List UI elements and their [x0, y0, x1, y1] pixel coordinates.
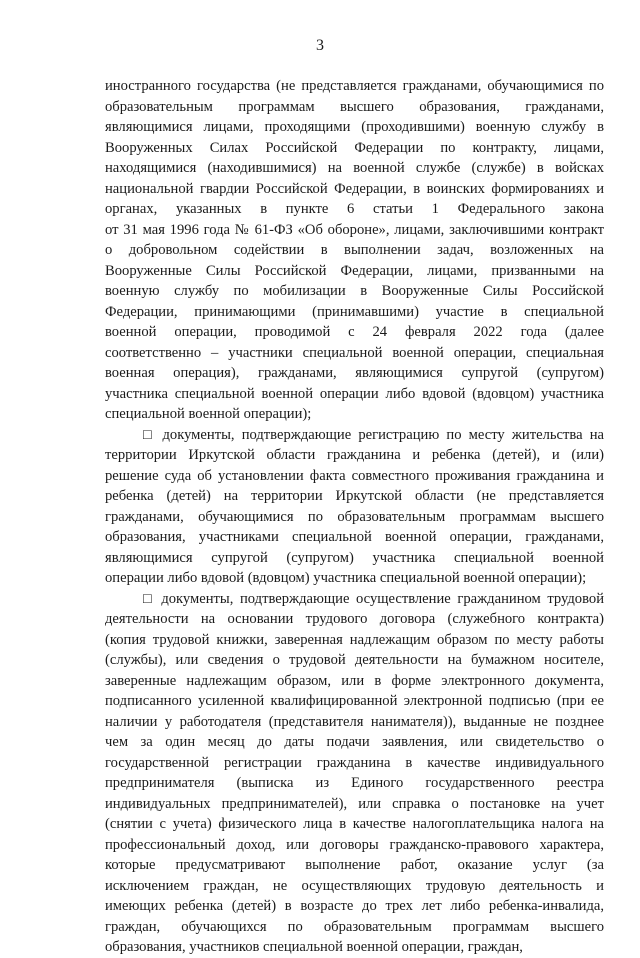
paragraph [105, 589, 604, 958]
text-line: органах, указанных в пункте 6 статьи 1 Федерального закона [105, 201, 604, 217]
document-body [105, 76, 604, 958]
text-line: ребенка (детей) на территории Иркутской области (не представляется [105, 488, 604, 504]
text-line: являющимися лицами, проходящими (проходившими) военную службу в [105, 119, 604, 135]
text-line: являющимися супругой (супругом) участника специальной военной [105, 549, 604, 566]
paragraph [105, 76, 604, 425]
text-line: находящимися (находившимися) на военной службе (службе) в войсках [105, 160, 604, 176]
text-line: наличии у работодателя (представителя нанимателя)), выданные не позднее [105, 713, 604, 730]
text-line: которые предусматривают выполнение работ, оказание услуг (за [105, 857, 604, 873]
text-line: образовательным программам высшего образования, гражданами, [105, 98, 604, 115]
text-line: имеющих ребенка (детей) в возрасте до трех лет либо ребенка-инвалида, [105, 898, 604, 914]
text-line: индивидуальных предпринимателей), или справка о постановке на учет [105, 795, 604, 812]
text-line: (снятии с учета) физического лица в качестве налогоплательщика налога на [105, 816, 604, 832]
paragraph [105, 425, 604, 589]
text-line: иностранного государства (не представляется гражданами, обучающимися по [105, 78, 604, 94]
text-line: военной операции, проводимой с 24 февраля 2022 года (далее [105, 324, 604, 340]
text-line: исключением граждан, не осуществляющих трудовую деятельность и [105, 877, 604, 894]
text-line: территории Иркутской области гражданина и ребенка (детей), и (или) [105, 447, 604, 463]
text-line: чем за один месяц до даты подачи заявления, или свидетельство о [105, 734, 604, 750]
text-line: о добровольном содействии в выполнении задач, возложенных на [105, 242, 604, 258]
text-line: государственной регистрации гражданина в качестве индивидуального [105, 754, 604, 771]
text-line: операции либо вдовой (вдовцом) участника специальной военной операции); [105, 570, 587, 586]
text-line: Федерации, принимающими (принимавшими) участие в специальной [105, 303, 604, 320]
text-line: заверенные надлежащим образом, или в форме электронного документа, [105, 672, 604, 689]
text-line: □ документы, подтверждающие регистрацию по месту жительства на [143, 426, 604, 443]
text-line: граждан, обучающихся по образовательным программам высшего [105, 918, 604, 935]
text-line: образования, участников специальной военной операции, граждан, [105, 939, 523, 955]
text-line: соответственно – участники специальной военной операции, специальная [105, 344, 604, 361]
page-number: 3 [316, 37, 324, 54]
text-line: военная операция), гражданами, являющимися супругой (супругом) [105, 365, 604, 381]
text-line: участника специальной военной операции либо вдовой (вдовцом) участника [105, 385, 604, 402]
text-line: деятельности на основании трудового договора (служебного контракта) [105, 611, 604, 627]
text-line: от 31 мая 1996 года № 61-ФЗ «Об обороне», лицами, заключившими контракт [105, 221, 604, 238]
text-line: (службы), или сведения о трудовой деятельности на бумажном носителе, [105, 652, 604, 668]
text-line: (копия трудовой книжки, заверенная надлежащим образом по месту работы [105, 631, 604, 648]
text-line: Вооруженных Силах Российской Федерации по контракту, лицами, [105, 139, 604, 156]
text-line: □ документы, подтверждающие осуществление гражданином трудовой [143, 590, 604, 607]
text-line: национальной гвардии Российской Федерации, в воинских формированиях и [105, 180, 604, 197]
text-line: решение суда об установлении факта совместного проживания гражданина и [105, 467, 604, 484]
text-line: специальной военной операции); [105, 406, 312, 422]
text-line: образования, участниками специальной военной операции, гражданами, [105, 529, 604, 545]
text-line: подписанного усиленной квалифицированной электронной подписью (при ее [105, 693, 604, 709]
text-line: Вооруженные Силы Российской Федерации, лицами, призванными на [105, 262, 604, 279]
text-line: военную службу по мобилизации в Вооруженные Силы Российской [105, 283, 604, 299]
text-line: профессиональный доход, или договоры гражданско-правового характера, [105, 836, 604, 853]
text-line: предпринимателя (выписка из Единого государственного реестра [105, 775, 604, 791]
text-line: гражданами, обучающимися по образовательным программам высшего [105, 508, 604, 525]
